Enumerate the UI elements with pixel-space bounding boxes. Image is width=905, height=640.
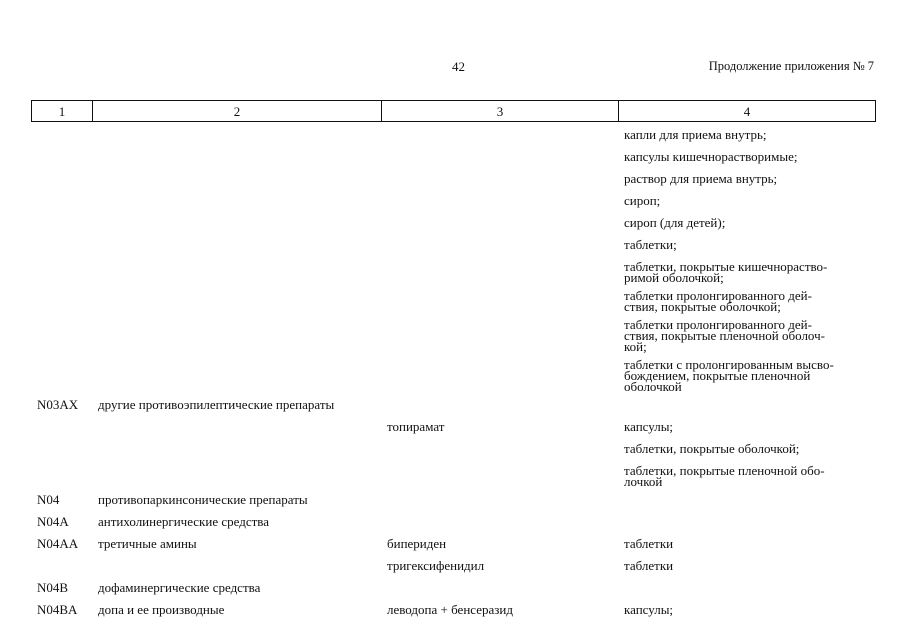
- table-row: [31, 441, 876, 463]
- column-header-2: 2: [92, 100, 381, 122]
- page-number: 42: [452, 59, 465, 74]
- inn-cell: топирамат: [387, 419, 445, 434]
- form-cell: сироп (для детей);: [624, 215, 726, 230]
- inn-cell: тригексифенидил: [387, 558, 485, 573]
- table-row: [31, 558, 876, 580]
- form-cell: таблетки;: [624, 237, 677, 252]
- table-row: [31, 419, 876, 441]
- group-cell: противопаркинсонические препараты: [98, 492, 308, 507]
- table-row: [31, 237, 876, 259]
- table-row: [31, 171, 876, 193]
- table-row: [31, 580, 876, 602]
- table-row: [31, 397, 876, 419]
- table-row: [31, 288, 876, 317]
- form-line: таблетки, покрытые кишечнораство-: [624, 259, 828, 274]
- form-line: римой оболочкой;: [624, 270, 724, 285]
- form-line: таблетки пролонгированного дей-: [624, 317, 812, 332]
- table-row: [31, 259, 876, 288]
- table-row: [31, 492, 876, 514]
- form-cell: [618, 359, 876, 392]
- table-body: [31, 127, 876, 624]
- column-header-3: 3: [381, 100, 618, 122]
- group-cell: дофаминергические средства: [98, 580, 261, 595]
- inn-cell: бипериден: [387, 536, 447, 551]
- group-cell: другие противоэпилептические препараты: [98, 397, 335, 412]
- table-row: [31, 127, 876, 149]
- form-cell: [618, 290, 876, 312]
- table-header: [31, 100, 876, 122]
- form-line: таблетки пролонгированного дей-: [624, 288, 812, 303]
- form-cell: таблетки: [624, 536, 674, 551]
- form-line: кой;: [624, 339, 647, 354]
- form-cell: капсулы;: [624, 419, 674, 434]
- group-cell: допа и ее производные: [98, 602, 225, 617]
- table-row: [31, 215, 876, 237]
- form-cell: таблетки: [624, 558, 674, 573]
- form-line: таблетки с пролонгированным высво-: [624, 357, 834, 372]
- form-cell: [618, 261, 876, 283]
- form-cell: капсулы;: [624, 602, 674, 617]
- form-cell: капсулы кишечнорастворимые;: [624, 149, 798, 164]
- group-cell: антихолинергические средства: [98, 514, 270, 529]
- code-cell: N03AX: [37, 397, 79, 412]
- code-cell: N04B: [37, 580, 69, 595]
- group-cell: третичные амины: [98, 536, 197, 551]
- form-line: бождением, покрытые пленочной: [624, 368, 811, 383]
- table-row: [31, 602, 876, 624]
- form-line: оболочкой: [624, 379, 682, 394]
- code-cell: N04: [37, 492, 60, 507]
- code-cell: N04AA: [37, 536, 79, 551]
- table-row: [31, 357, 876, 397]
- column-header-4: 4: [618, 100, 876, 122]
- form-line: ствия, покрытые пленочной оболоч-: [624, 328, 825, 343]
- table-row: [31, 317, 876, 357]
- continuation-label: Продолжение приложения № 7: [708, 59, 874, 73]
- form-line: ствия, покрытые оболочкой;: [624, 299, 781, 314]
- form-line: таблетки, покрытые пленочной обо-: [624, 463, 825, 478]
- form-cell: сироп;: [624, 193, 661, 208]
- form-cell: [618, 319, 876, 352]
- column-header-1: 1: [31, 100, 92, 122]
- code-cell: N04A: [37, 514, 69, 529]
- inn-cell: леводопа + бенсеразид: [387, 602, 513, 617]
- table-row: [31, 193, 876, 215]
- table-row: [31, 514, 876, 536]
- table-row: [31, 536, 876, 558]
- code-cell: N04BA: [37, 602, 78, 617]
- table-row: [31, 149, 876, 171]
- form-cell: капли для приема внутрь;: [624, 127, 767, 142]
- table-row: [31, 463, 876, 492]
- form-cell: таблетки, покрытые оболочкой;: [624, 441, 800, 456]
- form-cell: раствор для приема внутрь;: [624, 171, 778, 186]
- form-line: лочкой: [624, 474, 663, 489]
- form-cell: [618, 465, 876, 487]
